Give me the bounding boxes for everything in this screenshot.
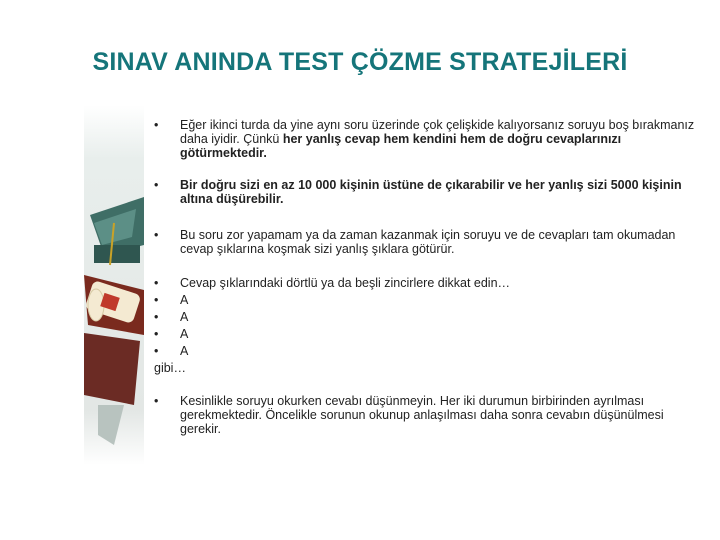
bullet-marker: •	[154, 344, 159, 358]
list-item-text: Bu soru zor yapamam ya da zaman kazanmak için soruyu ve de cevapları tam okumadan cevap şıklarına koşmak sizi yanlış şıklara götürür.	[180, 228, 676, 256]
bullet-marker: •	[154, 310, 159, 324]
graduate-cap-diploma-icon	[84, 105, 144, 465]
sub-item-text: A	[180, 327, 189, 341]
list-item	[148, 118, 700, 160]
sub-item-text: A	[180, 293, 189, 307]
sub-item	[148, 327, 668, 344]
list-item-text: Eğer ikinci turda da yine aynı soru üzerinde çok çelişkide kalıyorsanız soruyu boş bırakmanız daha iyidir. Çünkü	[180, 118, 695, 146]
bullet-marker: •	[154, 293, 159, 307]
list-item-emphasis: her yanlış cevap hem kendini hem de doğru cevaplarınızı götürmektedir.	[180, 132, 622, 160]
list-item	[148, 394, 700, 436]
list-item	[148, 276, 668, 293]
bullet-marker: •	[154, 276, 159, 290]
sub-item	[148, 344, 668, 361]
list-item-group	[148, 276, 668, 378]
page-title: SINAV ANINDA TEST ÇÖZME STRATEJİLERİ	[92, 48, 628, 76]
bullet-marker: •	[154, 178, 159, 192]
list-item	[148, 228, 700, 256]
bullet-marker: •	[154, 228, 159, 242]
sub-item	[148, 293, 668, 310]
list-item-text: Kesinlikle soruyu okurken cevabı düşünmeyin. Her iki durumun birbirinden ayrılması gerekmektedir. Öncelikle sorunun okunup anlaşılması daha sonra cevabın düşünülmesi gerekir.	[180, 394, 664, 436]
bullet-marker: •	[154, 327, 159, 341]
list-item-text: Cevap şıklarındaki dörtlü ya da beşli zincirlere dikkat edin…	[180, 276, 511, 290]
trailing-text: gibi…	[154, 361, 186, 375]
bullet-marker: •	[154, 118, 159, 132]
sub-item-text: A	[180, 344, 189, 358]
sub-item-text: A	[180, 310, 189, 324]
sub-item	[148, 310, 668, 327]
list-item-emphasis: Bir doğru sizi en az 10 000 kişinin üstüne de çıkarabilir ve her yanlış sizi 5000 kişinin altına düşürebilir.	[180, 178, 682, 206]
bullet-marker: •	[154, 394, 159, 408]
list-item	[148, 178, 700, 206]
